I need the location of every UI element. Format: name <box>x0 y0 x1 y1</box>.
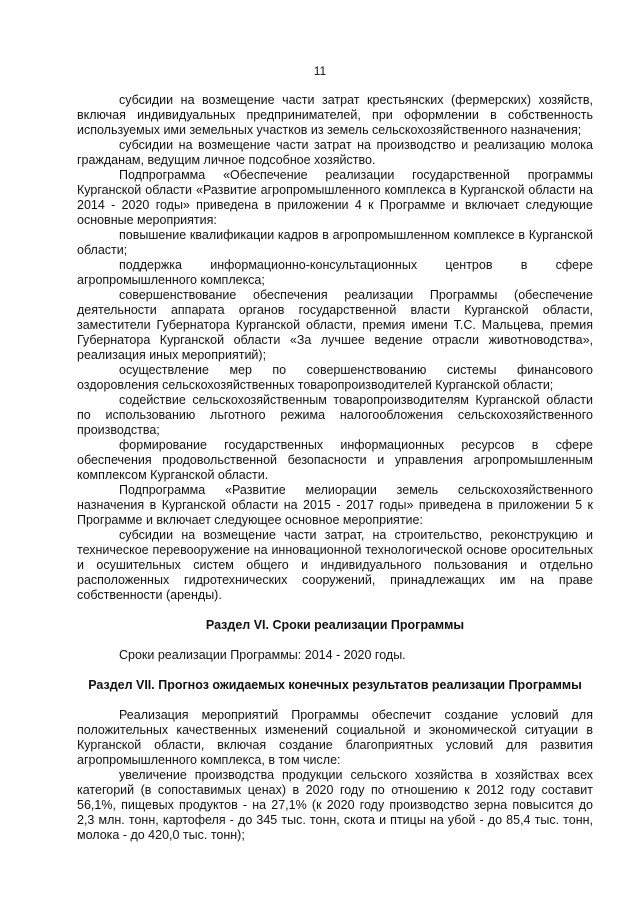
paragraph: субсидии на возмещение части затрат на производство и реализацию молока гражданам, ведущим личное подсобное хозяйство. <box>77 138 593 167</box>
paragraph: совершенствование обеспечения реализации Программы (обеспечение деятельности аппарата органов государственной власти Курганской области, заместители Губернатора Курганской области, премия имени Т.С. Мальцева, премия Губернатора Курганской области «За лучшее ведение отрасли животноводства», реализация иных мероприятий); <box>77 288 593 362</box>
section-6-text: Сроки реализации Программы: 2014 - 2020 годы. <box>119 648 406 662</box>
paragraph: Реализация мероприятий Программы обеспечит создание условий для положительных качественных изменений социальной и экономической ситуации в Курганской области, включая создание благоприятных условий для развития агропромышленного комплекса, в том числе: <box>77 708 593 767</box>
document-body <box>77 93 593 843</box>
paragraph: увеличение производства продукции сельского хозяйства в хозяйствах всех категорий (в сопоставимых ценах) в 2020 году по отношению к 2012 году составит 56,1%, пищевых продуктов - на 27,1% (к 2020 году производство зерна повысится до 2,3 млн. тонн, картофеля - до 345 тыс. тонн, скота и птицы на убой - до 85,4 тыс. тонн, молока - до 420,0 тыс. тонн); <box>77 768 593 842</box>
page-number: 11 <box>313 64 327 78</box>
paragraph: субсидии на возмещение части затрат, на строительство, реконструкцию и техническое перевооружение на инновационной технологической основе оросительных и осушительных систем общего и индивидуального пользования и отдельно расположенных гидротехнических сооружений, принадлежащих им на праве собственности (аренды). <box>77 528 593 602</box>
paragraph: Подпрограмма «Обеспечение реализации государственной программы Курганской области «Развитие агропромышленного комплекса в Курганской области на 2014 - 2020 годы» приведена в приложении 4 к Программе и включает следующие основные мероприятия: <box>77 168 593 227</box>
paragraph: субсидии на возмещение части затрат крестьянских (фермерских) хозяйств, включая индивидуальных предпринимателей, при оформлении в собственность используемых ими земельных участков из земель сельскохозяйственного назначения; <box>77 93 593 137</box>
paragraph: Подпрограмма «Развитие мелиорации земель сельскохозяйственного назначения в Курганской области на 2015 - 2017 годы» приведена в приложении 5 к Программе и включает следующее основное мероприятие: <box>77 483 593 527</box>
section-6-heading: Раздел VI. Сроки реализации Программы <box>205 618 465 632</box>
paragraph: содействие сельскохозяйственным товаропроизводителям Курганской области по использованию льготного режима налогообложения сельскохозяйственного производства; <box>77 393 593 437</box>
section-7-heading: Раздел VII. Прогноз ожидаемых конечных результатов реализации Программы <box>88 678 582 692</box>
paragraph: осуществление мер по совершенствованию системы финансового оздоровления сельскохозяйственных товаропроизводителей Курганской области; <box>77 363 593 392</box>
paragraph: поддержка информационно-консультационных центров в сфере агропромышленного комплекса; <box>77 258 593 287</box>
paragraph: формирование государственных информационных ресурсов в сфере обеспечения продовольственной безопасности и управления агропромышленным комплексом Курганской области. <box>77 438 593 482</box>
paragraph: повышение квалификации кадров в агропромышленном комплексе в Курганской области; <box>77 228 593 257</box>
